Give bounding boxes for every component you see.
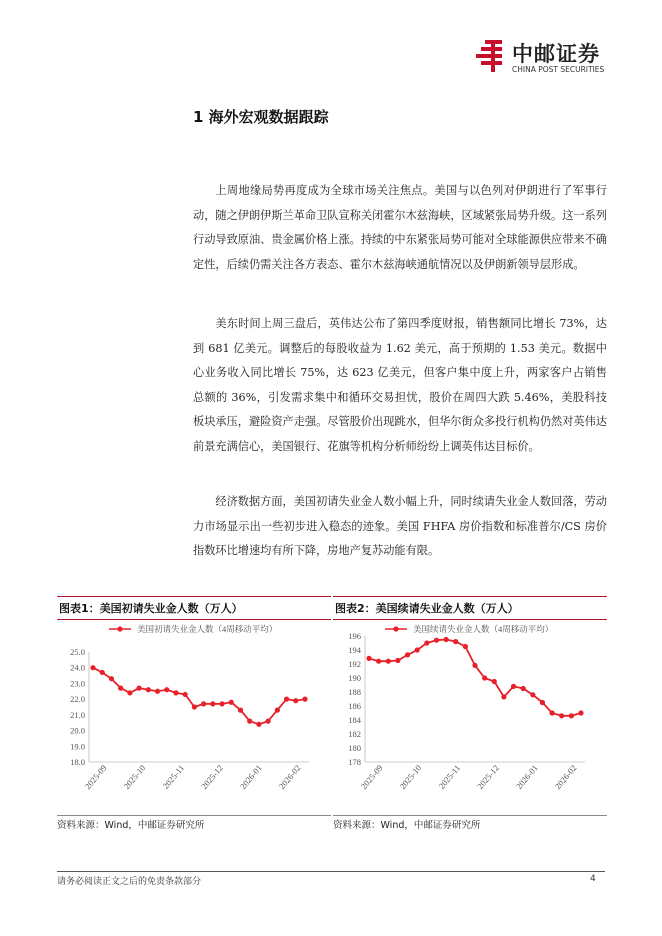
x-tick-label: 2025-11 bbox=[436, 762, 463, 791]
series-line bbox=[369, 640, 581, 716]
y-tick-label: 182 bbox=[348, 729, 361, 739]
data-point bbox=[192, 704, 197, 709]
y-tick-label: 25.0 bbox=[70, 647, 85, 657]
data-point bbox=[366, 656, 371, 661]
figure-source: 资料来源：Wind，中邮证券研究所 bbox=[333, 815, 607, 831]
y-tick-label: 194 bbox=[348, 645, 361, 655]
data-point bbox=[247, 719, 252, 724]
legend-marker bbox=[393, 626, 398, 631]
y-tick-label: 186 bbox=[348, 701, 361, 711]
footer-divider bbox=[57, 871, 605, 872]
data-point bbox=[173, 690, 178, 695]
y-tick-label: 20.0 bbox=[70, 725, 85, 736]
data-point bbox=[578, 710, 583, 715]
footer-disclaimer: 请务必阅读正文之后的免责条款部分 bbox=[57, 877, 202, 887]
data-point bbox=[109, 676, 114, 681]
data-point bbox=[501, 694, 506, 699]
y-tick-label: 192 bbox=[348, 659, 361, 669]
continuing-claims-chart bbox=[333, 620, 607, 812]
data-point bbox=[395, 658, 400, 663]
y-tick-label: 19.0 bbox=[70, 741, 85, 752]
data-point bbox=[256, 722, 261, 727]
data-point bbox=[293, 698, 298, 703]
x-tick-label: 2026-02 bbox=[552, 762, 579, 791]
data-point bbox=[569, 713, 574, 718]
data-point bbox=[127, 690, 132, 695]
y-tick-label: 196 bbox=[348, 631, 361, 641]
data-point bbox=[415, 647, 420, 652]
data-point bbox=[183, 692, 188, 697]
data-point bbox=[472, 663, 477, 668]
data-point bbox=[210, 701, 215, 706]
y-tick-label: 23.0 bbox=[70, 678, 85, 689]
data-point bbox=[434, 638, 439, 643]
y-tick-label: 184 bbox=[348, 715, 361, 725]
series-line bbox=[93, 668, 305, 725]
figure-initial-claims bbox=[57, 596, 331, 831]
y-tick-label: 180 bbox=[348, 743, 361, 753]
y-tick-label: 190 bbox=[348, 673, 361, 683]
brand-name-en: CHINA POST SECURITIES bbox=[512, 65, 605, 74]
x-tick-label: 2025-09 bbox=[82, 762, 109, 791]
data-point bbox=[238, 708, 243, 713]
data-point bbox=[155, 689, 160, 694]
data-point bbox=[229, 700, 234, 705]
data-point bbox=[100, 670, 105, 675]
x-tick-label: 2025-10 bbox=[397, 762, 424, 791]
x-tick-label: 2026-01 bbox=[237, 762, 264, 791]
data-point bbox=[118, 686, 123, 691]
data-point bbox=[219, 701, 224, 706]
paragraph-nvidia-earnings: 美东时间上周三盘后，英伟达公布了第四季度财报，销售额同比增长 73%，达到 681 亿美元。调整后的每股收益为 1.62 美元，高于预期的 1.53 美元。数据中心业务收入同比增长 75%，达 623 亿美元，但客户集中度上升，两家客户占销售总额的 36%，引发需求集中和循环交易担忧，股价在周四大跌 5.46%，美股科技板块承压，避险资产走强。尽管股价出现跳水，但华尔街众多投行机构仍然对英伟达前景充满信心，美国银行、花旗等机构分析师纷纷上调英伟达目标价。 bbox=[193, 317, 607, 453]
data-point bbox=[424, 640, 429, 645]
data-point bbox=[90, 665, 95, 670]
x-tick-label: 2025-11 bbox=[160, 762, 187, 791]
data-point bbox=[540, 700, 545, 705]
legend-label: 美国续请失业金人数（4周移动平均） bbox=[413, 624, 554, 634]
y-tick-label: 22.0 bbox=[70, 694, 85, 705]
data-point bbox=[492, 679, 497, 684]
x-tick-label: 2026-02 bbox=[276, 762, 303, 791]
data-point bbox=[463, 644, 468, 649]
x-tick-label: 2026-01 bbox=[513, 762, 540, 791]
page-number: 4 bbox=[590, 874, 596, 884]
y-tick-label: 188 bbox=[348, 687, 361, 697]
data-point bbox=[386, 659, 391, 664]
y-tick-label: 21.0 bbox=[70, 709, 85, 720]
data-point bbox=[559, 713, 564, 718]
y-tick-label: 24.0 bbox=[70, 662, 85, 673]
data-point bbox=[136, 686, 141, 691]
data-point bbox=[511, 684, 516, 689]
paragraph-economic-data: 经济数据方面，美国初请失业金人数小幅上升，同时续请失业金人数回落，劳动力市场显示出一些初步进入稳态的迹象。美国 FHFA 房价指数和标准普尔/CS 房价指数环比增速均有所下降，房地产复苏动能有限。 bbox=[193, 495, 607, 558]
figure-header bbox=[333, 596, 607, 620]
y-tick-label: 18.0 bbox=[70, 757, 85, 767]
legend-label: 美国初请失业金人数（4周移动平均） bbox=[137, 624, 278, 634]
data-point bbox=[146, 687, 151, 692]
data-point bbox=[275, 708, 280, 713]
figure-source: 资料来源：Wind，中邮证券研究所 bbox=[57, 815, 331, 831]
data-point bbox=[453, 639, 458, 644]
data-point bbox=[482, 675, 487, 680]
data-point bbox=[521, 686, 526, 691]
china-post-logo-icon bbox=[476, 40, 506, 72]
brand-logo bbox=[476, 38, 626, 78]
x-tick-label: 2025-12 bbox=[199, 762, 225, 791]
data-point bbox=[405, 652, 410, 657]
data-point bbox=[201, 701, 206, 706]
figure-title: 图表1：美国初请失业金人数（万人） bbox=[59, 602, 243, 615]
x-tick-label: 2025-10 bbox=[121, 762, 148, 791]
data-point bbox=[266, 719, 271, 724]
paragraph-geopolitics: 上周地缘局势再度成为全球市场关注焦点。美国与以色列对伊朗进行了军事行动，随之伊朗伊斯兰革命卫队宣称关闭霍尔木兹海峡，区域紧张局势升级。这一系列行动导致原油、贵金属价格上涨。持续的中东紧张局势可能对全球能源供应带来不确定性，后续仍需关注各方表态、霍尔木兹海峡通航情况以及伊朗新领导层形成。 bbox=[193, 184, 607, 271]
x-tick-label: 2025-12 bbox=[475, 762, 501, 791]
figure-title: 图表2：美国续请失业金人数（万人） bbox=[335, 602, 519, 615]
data-point bbox=[443, 637, 448, 642]
data-point bbox=[530, 692, 535, 697]
data-point bbox=[164, 687, 169, 692]
data-point bbox=[302, 697, 307, 702]
x-tick-label: 2025-09 bbox=[358, 762, 385, 791]
section-title: 1 海外宏观数据跟踪 bbox=[193, 108, 329, 126]
data-point bbox=[376, 659, 381, 664]
figure-header bbox=[57, 596, 331, 620]
data-point bbox=[549, 710, 554, 715]
data-point bbox=[284, 697, 289, 702]
y-tick-label: 178 bbox=[348, 757, 361, 767]
figure-continuing-claims bbox=[333, 596, 607, 831]
brand-name-cn: 中邮证券 bbox=[512, 42, 600, 66]
legend-marker bbox=[117, 626, 122, 631]
initial-claims-chart bbox=[57, 620, 331, 812]
